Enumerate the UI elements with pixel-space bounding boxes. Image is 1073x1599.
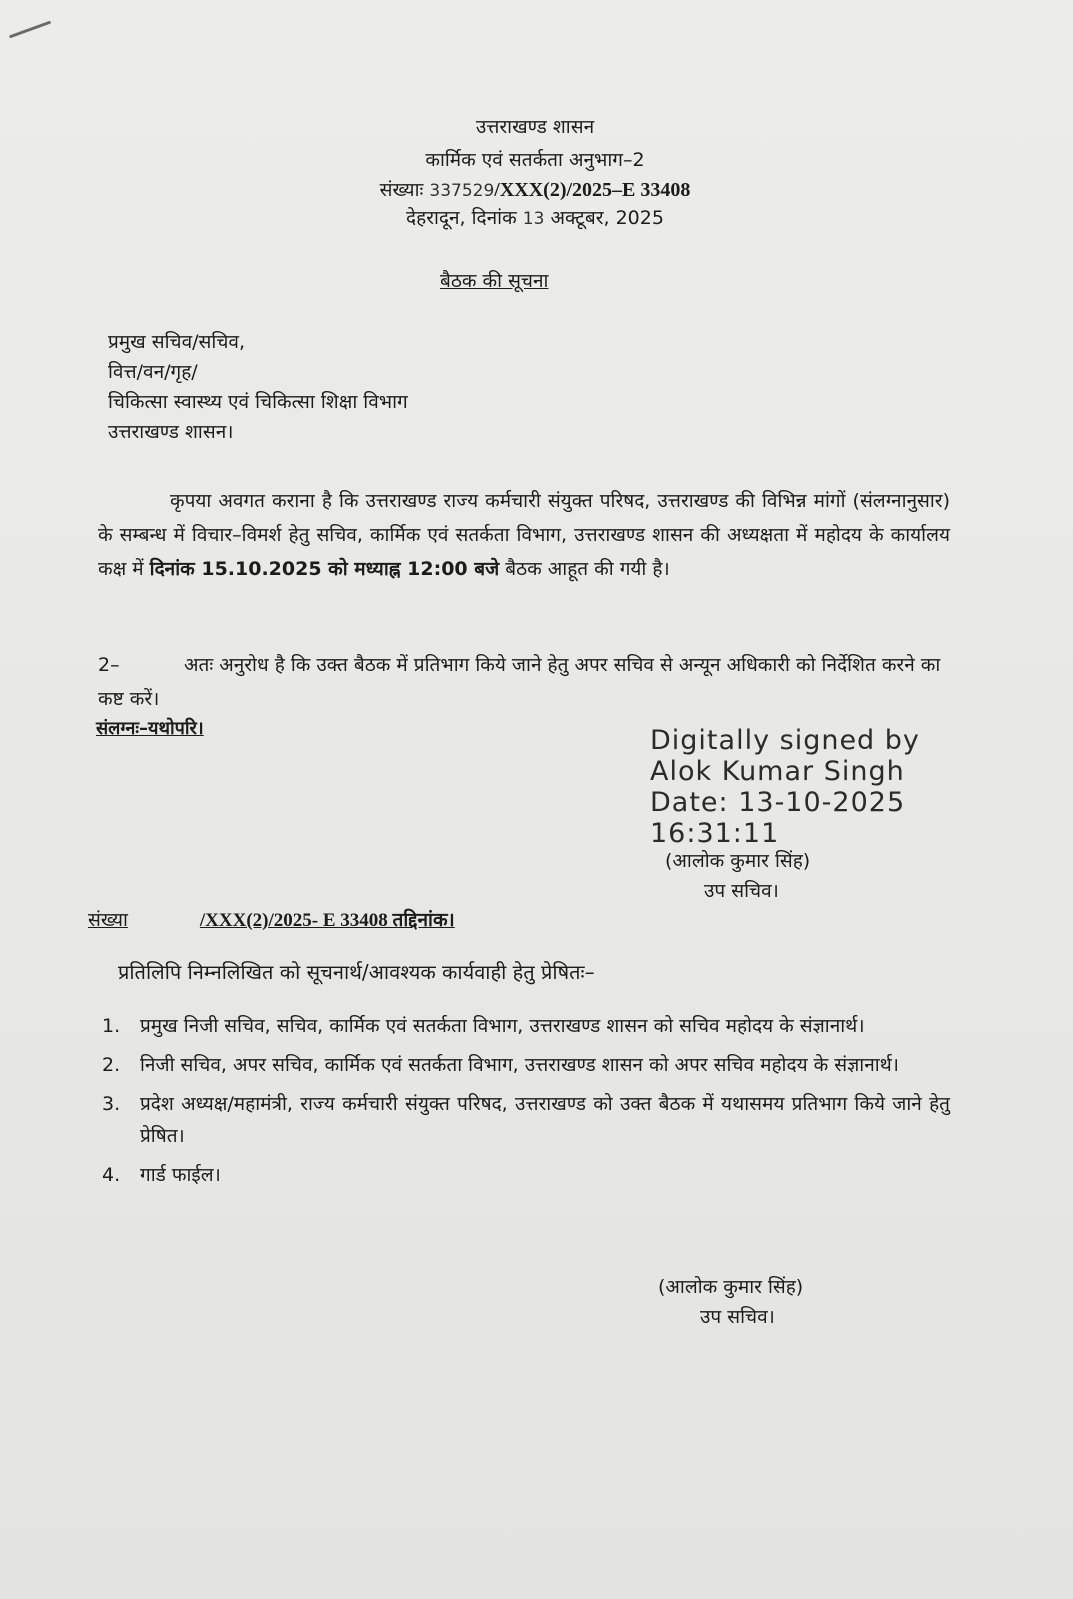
list-item: 3. प्रदेश अध्यक्ष/महामंत्री, राज्य कर्मचारी संयुक्त परिषद, उत्तराखण्ड को उक्त बैठक में यथासमय प्रतिभाग किये जाने हेतु प्रेषित।: [102, 1093, 950, 1147]
copy-heading: प्रतिलिपि निम्नलिखित को सूचनार्थ/आवश्यक कार्यवाही हेतु प्रेषितः–: [118, 960, 595, 984]
govt-name: उत्तराखण्ड शासन: [475, 116, 595, 138]
addressee-line-4: उत्तराखण्ड शासन।: [108, 421, 234, 443]
handwritten-date: 13: [522, 209, 545, 229]
signatory2-name: (आलोक कुमार सिंह): [658, 1276, 804, 1298]
digital-signature: Digitally signed by Alok Kumar Singh Date: 13-10-2025 16:31:11: [650, 725, 920, 849]
signatory2-designation: उप सचिव।: [700, 1306, 775, 1328]
pen-mark: [9, 21, 51, 39]
department-name: कार्मिक एवं सतर्कता अनुभाग–2: [425, 149, 645, 171]
signatory-name: (आलोक कुमार सिंह): [665, 850, 811, 872]
body-paragraph-2: 2– अतः अनुरोध है कि उक्त बैठक में प्रतिभाग किये जाने हेतु अपर सचिव से अन्यून अधिकारी को निर्देशित करने का कष्ट करें।: [98, 654, 941, 710]
body-paragraph-1: कृपया अवगत कराना है कि उत्तराखण्ड राज्य कर्मचारी संयुक्त परिषद, उत्तराखण्ड की विभिन्न मांगों (संलग्नानुसार) के सम्बन्ध में विचार–विमर्श हेतु सचिव, कार्मिक एवं सतर्कता विभाग, उत्तराखण्ड शासन की अध्यक्षता में महोदय के कार्यालय कक्ष में दिनांक 15.10.2025 को मध्याह्न 12:00 बजे बैठक आहूत की गयी है।: [98, 490, 950, 580]
list-item: 1. प्रमुख निजी सचिव, सचिव, कार्मिक एवं सतर्कता विभाग, उत्तराखण्ड शासन को सचिव महोदय के संज्ञानार्थ।: [102, 1015, 865, 1037]
addressee-line-1: प्रमुख सचिव/सचिव,: [108, 331, 245, 353]
list-item: 2. निजी सचिव, अपर सचिव, कार्मिक एवं सतर्कता विभाग, उत्तराखण्ड शासन को अपर सचिव महोदय के संज्ञानार्थ।: [102, 1054, 900, 1076]
subject-title: बैठक की सूचना: [440, 270, 549, 292]
addressee-line-3: चिकित्सा स्वास्थ्य एवं चिकित्सा शिक्षा विभाग: [108, 391, 408, 413]
enclosure-note: संलग्नः–यथोपरि।: [96, 718, 204, 739]
addressee-line-2: वित्त/वन/गृह/: [108, 361, 198, 383]
copy-recipient-list: [98, 1010, 950, 1198]
letter-date: देहरादून, दिनांक 13 अक्टूबर, 2025: [406, 207, 664, 229]
handwritten-number: 337529: [429, 181, 495, 201]
signatory-designation: उप सचिव।: [704, 880, 779, 902]
list-item: 4. गार्ड फाईल।: [102, 1164, 221, 1186]
copy-reference-number: संख्या /XXX(2)/2025- E 33408 तद्दिनांक।: [88, 909, 455, 931]
letter-number: संख्याः 337529/XXX(2)/2025–E 33408: [379, 179, 691, 201]
meeting-datetime: दिनांक 15.10.2025 को मध्याह्न 12:00 बजे: [149, 558, 500, 580]
